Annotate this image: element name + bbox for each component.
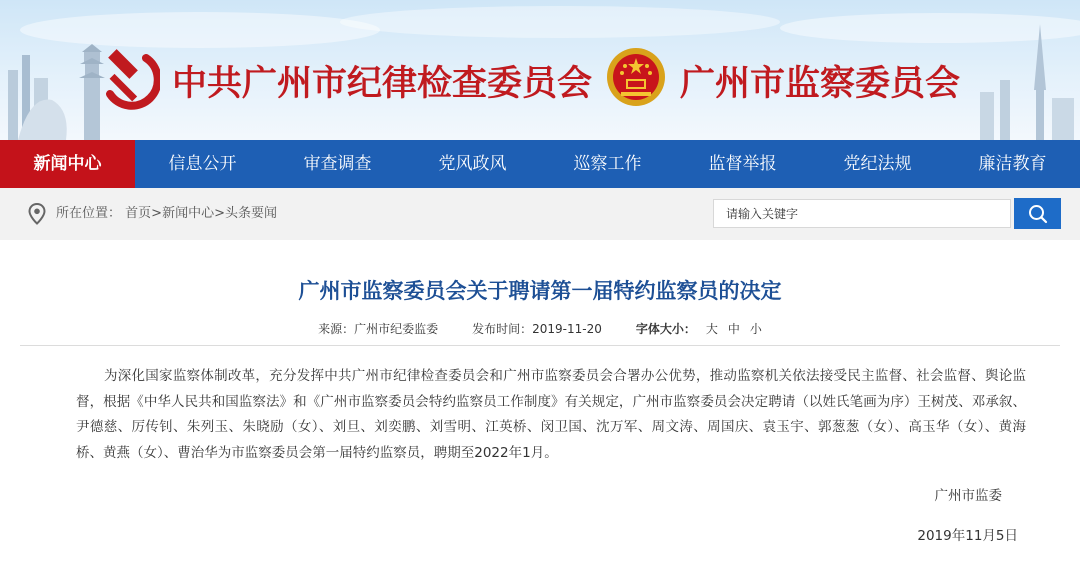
search-button[interactable] (1014, 198, 1061, 229)
search-input[interactable] (713, 199, 1011, 228)
breadcrumb-item-news[interactable]: 新闻中心 (162, 206, 215, 221)
breadcrumb-prefix: 所在位置： (56, 206, 122, 221)
breadcrumb-separator: > (151, 206, 163, 221)
article-date: 2019年11月5日 (917, 528, 1018, 544)
nav-item-news[interactable]: 新闻中心 (0, 140, 135, 188)
search-icon (1028, 204, 1048, 224)
site-header (0, 0, 1080, 140)
nav-item-party-conduct[interactable]: 党风政风 (438, 154, 507, 174)
article-body: 为深化国家监察体制改革，充分发挥中共广州市纪律检查委员会和广州市监察委员会合署办公优势，推动监察机关依法接受民主监督、社会监督、舆论监督，根据《中华人民共和国监察法》和《广州市监察委员会特约监察员工作制度》有关规定，广州市监察委员会决定聘请（以姓氏笔画为序）王树茂、邓承叙、尹德慈、厉传钊、朱列玉、朱晓励（女）、刘旦、刘奕鹏、刘雪明、江英桥、闵卫国、沈万军、周文涛、周国庆、袁玉宇、郭葱葱（女）、高玉华（女）、黄海桥、黄燕（女）、曹治华为市监察委员会第一届特约监察员，聘期至2022年1月。 (76, 368, 1026, 461)
state-emblem-icon (605, 46, 667, 108)
source-value: 广州市纪委监委 (354, 322, 439, 336)
nav-item-regulations[interactable]: 党纪法规 (843, 154, 912, 174)
published-label: 发布时间： (472, 322, 533, 336)
article-signature: 广州市监委 (934, 488, 1002, 504)
nav-item-integrity-education[interactable]: 廉洁教育 (978, 154, 1047, 174)
published-date: 2019-11-20 (532, 322, 602, 336)
party-emblem-icon (96, 48, 160, 112)
nav-item-investigation[interactable]: 审查调查 (303, 154, 372, 174)
article-title: 广州市监察委员会关于聘请第一届特约监察员的决定 (298, 279, 782, 303)
article-meta (0, 320, 1080, 337)
font-size-small-button[interactable]: 小 (749, 322, 762, 336)
breadcrumb-item-home[interactable]: 首页 (125, 206, 152, 221)
supervision-commission-title: 广州市监察委员会 (680, 63, 961, 104)
breadcrumb-item-headlines[interactable]: 头条要闻 (225, 206, 278, 221)
nav-item-inspection[interactable]: 巡察工作 (573, 154, 642, 174)
breadcrumb-separator: > (214, 206, 225, 221)
location-pin-icon (28, 203, 46, 225)
nav-item-report[interactable]: 监督举报 (708, 154, 777, 174)
breadcrumb (56, 188, 277, 240)
meta-divider (20, 345, 1060, 346)
cpc-commission-title: 中共广州市纪律检查委员会 (172, 63, 593, 104)
font-size-label: 字体大小： (635, 322, 696, 336)
font-size-large-button[interactable]: 大 (705, 322, 718, 336)
source-label: 来源： (318, 322, 355, 336)
main-nav (0, 140, 1080, 188)
font-size-medium-button[interactable]: 中 (727, 322, 740, 336)
nav-item-info-disclosure[interactable]: 信息公开 (168, 154, 237, 174)
